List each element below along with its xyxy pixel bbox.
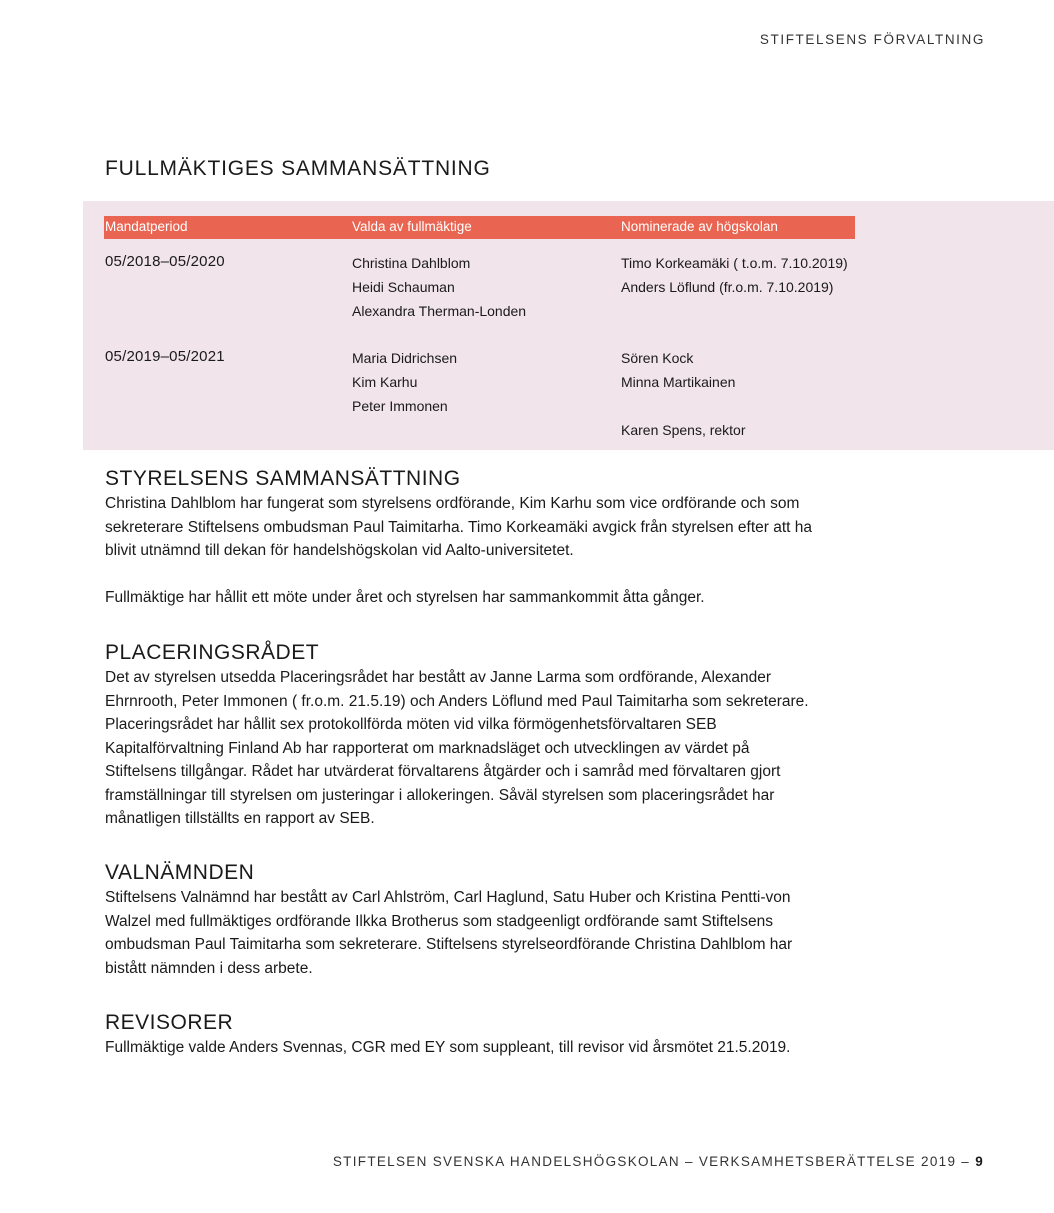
list-item: Anders Löflund (fr.o.m. 7.10.2019) bbox=[621, 279, 834, 295]
list-item: Heidi Schauman bbox=[352, 279, 455, 295]
page-number: 9 bbox=[975, 1154, 984, 1169]
column-header-valda: Valda av fullmäktige bbox=[352, 219, 472, 234]
placeringsradet-paragraph: Det av styrelsen utsedda Placeringsrådet har bestått av Janne Larma som ordförande, Alexander Ehrnrooth, Peter Immonen ( fr.o.m. 21.5.19) och Anders Löflund med Paul Taimitarha som sekreterare. Placeringsrådet har hållit sex protokollförda möten vid vilka förmögenhetsförvaltaren SEB Kapitalförvaltning Finland Ab har rapporterat om marknadsläget och utvecklingen av värdet på Stiftelsens tillgångar. Rådet har utvärderat förvaltarens åtgärder och i samråd med förvaltaren gjort framställningar till styrelsen om justeringar i allokeringen. Såväl styrelsen som placeringsrådet har månatligen tillställts en rapport av SEB. bbox=[105, 669, 809, 827]
list-item: Alexandra Therman-Londen bbox=[352, 303, 527, 319]
page-footer bbox=[333, 1154, 984, 1169]
list-item: Sören Kock bbox=[621, 350, 694, 366]
fullmaktige-title: FULLMÄKTIGES SAMMANSÄTTNING bbox=[105, 157, 491, 180]
list-item: Minna Martikainen bbox=[621, 374, 736, 390]
revisorer-section bbox=[105, 1010, 825, 1060]
list-item: Kim Karhu bbox=[352, 374, 418, 390]
table-row-1-nominerade bbox=[621, 251, 848, 299]
placeringsradet-title: PLACERINGSRÅDET bbox=[105, 641, 320, 664]
list-item bbox=[621, 394, 746, 418]
column-header-nominerade: Nominerade av högskolan bbox=[621, 219, 778, 234]
styrelsen-section bbox=[105, 466, 825, 610]
valnamnden-section bbox=[105, 860, 825, 980]
table-row-2-period: 05/2019–05/2021 bbox=[105, 348, 225, 365]
revisorer-title: REVISORER bbox=[105, 1011, 234, 1034]
placeringsradet-section bbox=[105, 640, 825, 831]
table-row-2-valda bbox=[352, 346, 457, 418]
list-item: Christina Dahlblom bbox=[352, 255, 471, 271]
running-header: STIFTELSENS FÖRVALTNING bbox=[759, 32, 985, 47]
column-header-mandatperiod: Mandatperiod bbox=[105, 219, 188, 234]
valnamnden-paragraph: Stiftelsens Valnämnd har bestått av Carl Ahlström, Carl Haglund, Satu Huber och Kristina Pentti-von Walzel med fullmäktiges ordförande Ilkka Brotherus som stadgeenligt ordförande samt Stiftelsens ombudsman Paul Taimitarha som sekreterare. Stiftelsens styrelseordförande Christina Dahlblom har bistått nämnden i dess arbete. bbox=[105, 889, 793, 977]
styrelsen-paragraph: Christina Dahlblom har fungerat som styrelsens ordförande, Kim Karhu som vice ordförande och som sekreterare Stiftelsens ombudsman Paul Taimitarha. Timo Korkeamäki avgick från styrelsen efter att ha blivit utnämnd till dekan för handelshögskolan vid Aalto-universitetet. bbox=[105, 495, 812, 559]
list-item: Timo Korkeamäki ( t.o.m. 7.10.2019) bbox=[621, 255, 848, 271]
list-item: Karen Spens, rektor bbox=[621, 422, 746, 438]
list-item: Maria Didrichsen bbox=[352, 350, 458, 366]
footer-publication: STIFTELSEN SVENSKA HANDELSHÖGSKOLAN – VERKSAMHETSBERÄTTELSE 2019 – bbox=[332, 1154, 971, 1169]
styrelsen-paragraph: Fullmäktige har hållit ett möte under året och styrelsen har sammankommit åtta gånger. bbox=[105, 589, 705, 606]
list-item: Peter Immonen bbox=[352, 398, 448, 414]
table-row-1-valda bbox=[352, 251, 526, 323]
styrelsen-title: STYRELSENS SAMMANSÄTTNING bbox=[105, 467, 461, 490]
valnamnden-title: VALNÄMNDEN bbox=[105, 861, 255, 884]
table-row-2-nominerade bbox=[621, 346, 746, 442]
table-row-1-period: 05/2018–05/2020 bbox=[105, 253, 225, 270]
revisorer-paragraph: Fullmäktige valde Anders Svennas, CGR med EY som suppleant, till revisor vid årsmötet 21.5.2019. bbox=[105, 1039, 791, 1056]
